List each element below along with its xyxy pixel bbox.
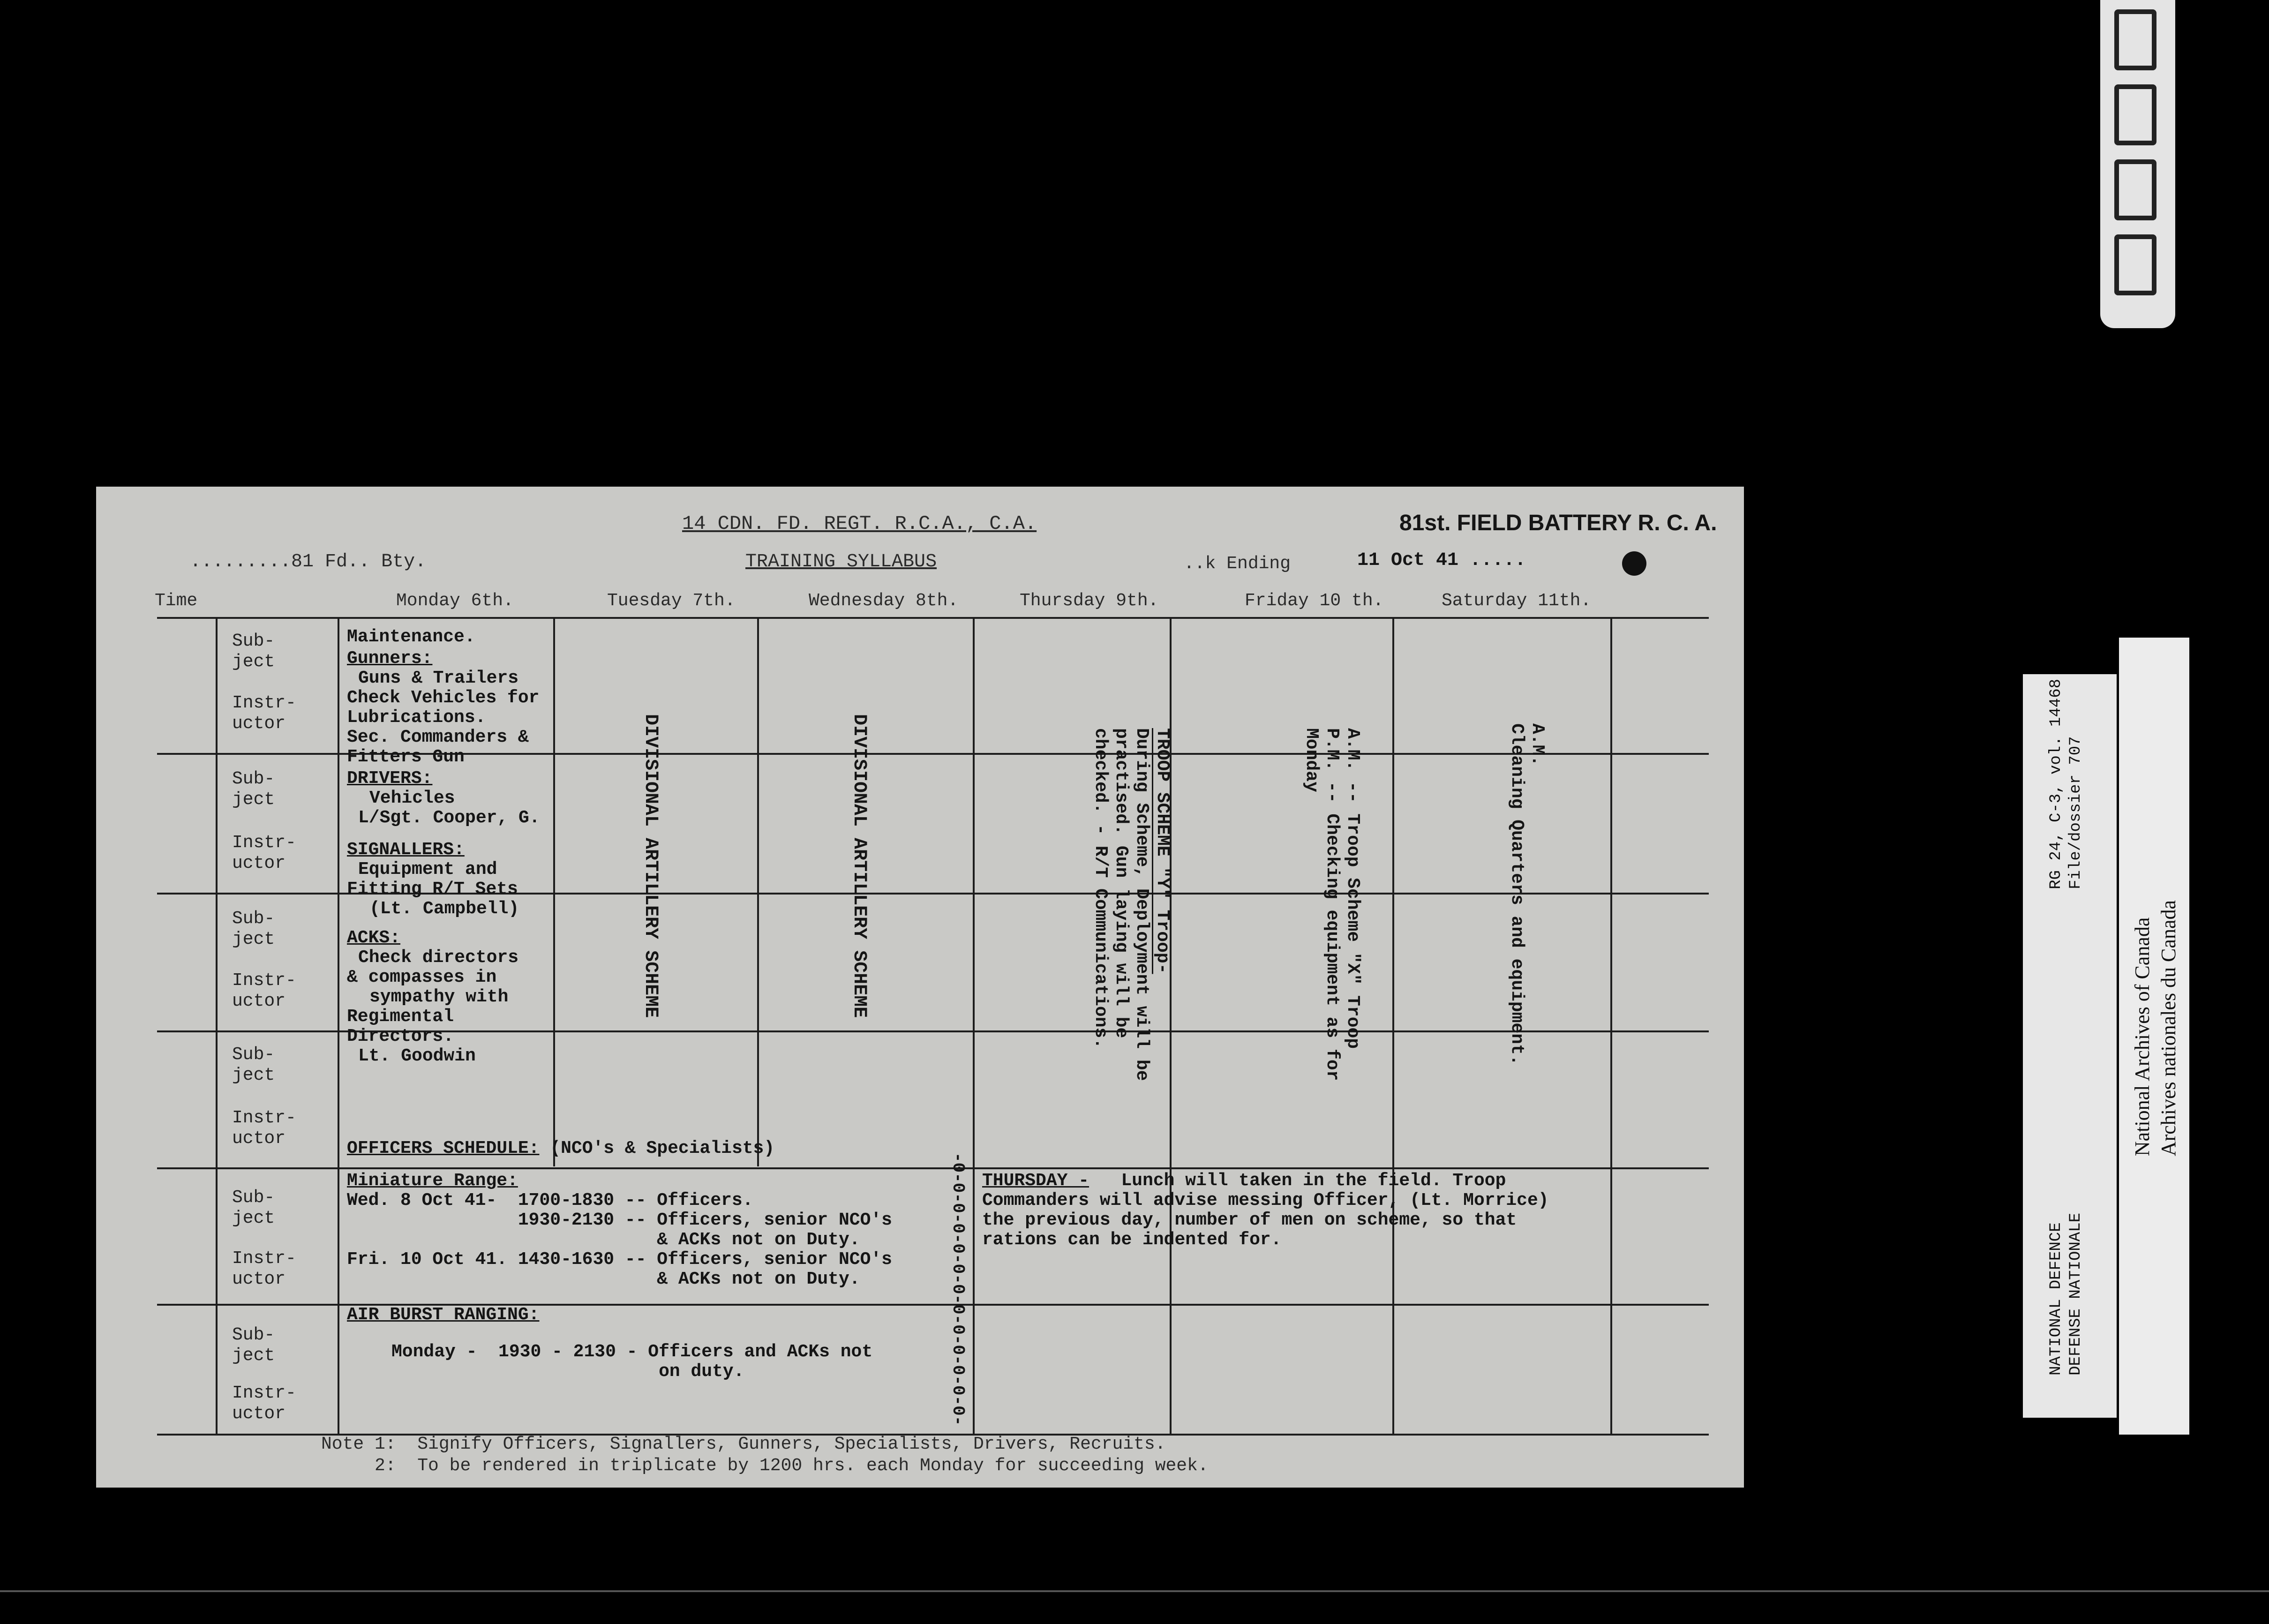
saturday-cleaning xyxy=(1506,723,1548,1066)
range-line: & ACKs not on Duty. xyxy=(347,1230,860,1250)
national-defence-stamp xyxy=(2023,674,2117,1418)
footnote: Note 1: Signify Officers, Signallers, Gunners, Specialists, Drivers, Recruits. xyxy=(321,1434,1166,1454)
defence-label xyxy=(2046,1213,2086,1376)
training-syllabus-sheet xyxy=(96,487,1744,1488)
gunners-line: Lubrications. xyxy=(347,707,486,728)
officers-heading-text: OFFICERS SCHEDULE: xyxy=(347,1138,540,1158)
battery-stamp: 81st. FIELD BATTERY R. C. A. xyxy=(1399,511,1717,535)
row-instructor-label: Instr- uctor xyxy=(232,1108,296,1149)
thursday-line: practised. Gun laying will be xyxy=(1111,728,1131,1038)
saturday-line: A.M. xyxy=(1527,723,1548,767)
row-subject-label: Sub- ject xyxy=(232,1188,275,1228)
gunners-line: Fitters Gun xyxy=(347,747,465,767)
defence-line: DEFENSE NATIONALE xyxy=(2067,1213,2085,1376)
row-subject-label: Sub- ject xyxy=(232,631,275,672)
grid-line xyxy=(757,618,759,1166)
air-burst-line: Monday - 1930 - 2130 - Officers and ACKs not xyxy=(391,1342,873,1362)
drivers-line: Vehicles xyxy=(369,788,455,808)
grid-line xyxy=(157,1167,1709,1169)
archives-label xyxy=(2129,900,2182,1156)
grid-line xyxy=(973,618,975,1434)
counter-digit xyxy=(2114,84,2156,145)
col-friday: Friday 10 th. xyxy=(1245,591,1384,611)
bty-line: .........81 Fd.. Bty. xyxy=(190,551,427,572)
grid-line xyxy=(157,617,1709,619)
col-monday: Monday 6th. xyxy=(396,591,514,611)
week-ending-label: ..k Ending xyxy=(1184,554,1291,574)
film-edge-line xyxy=(0,1590,2269,1592)
thursday-note-line: rations can be indented for. xyxy=(982,1230,1282,1250)
row-subject-label: Sub- ject xyxy=(232,1045,275,1085)
friday-troop-scheme xyxy=(1301,728,1363,1081)
acks-line: & compasses in xyxy=(347,967,497,987)
acks-line: Regimental xyxy=(347,1007,454,1027)
officers-schedule-heading xyxy=(347,1138,774,1158)
row-subject-label: Sub- ject xyxy=(232,769,275,810)
reference-line: RG 24, C-3, vol. 14468 xyxy=(2047,679,2065,889)
thursday-line: During Scheme, Deployment will be xyxy=(1132,728,1152,1081)
range-line: Wed. 8 Oct 41- 1700-1830 -- Officers. xyxy=(347,1190,753,1210)
punch-hole xyxy=(1622,551,1646,576)
acks-line: sympathy with xyxy=(369,987,509,1007)
drivers-heading: DRIVERS: xyxy=(347,768,433,789)
air-burst-line: on duty. xyxy=(391,1361,744,1382)
air-burst-block xyxy=(391,1342,872,1382)
row-instructor-label: Instr- uctor xyxy=(232,833,296,873)
grid-line xyxy=(338,618,339,1434)
counter-digit xyxy=(2114,9,2156,70)
document-title: TRAINING SYLLABUS xyxy=(745,551,937,572)
archives-line: Archives nationales du Canada xyxy=(2157,900,2180,1157)
footnotes xyxy=(321,1434,1209,1477)
reference-label xyxy=(2046,679,2086,889)
monday-maintenance: Maintenance. xyxy=(347,627,475,647)
archives-line: National Archives of Canada xyxy=(2131,917,2154,1157)
acks-line: Lt. Goodwin xyxy=(358,1046,476,1066)
thursday-line: checked. - R/T Communications. xyxy=(1090,728,1111,1049)
reference-line: File/dossier 707 xyxy=(2067,736,2085,889)
col-time: Time xyxy=(155,591,198,611)
gunners-line: Sec. Commanders & xyxy=(347,727,529,747)
miniature-range-block xyxy=(347,1171,892,1289)
grid-line xyxy=(1392,618,1394,1434)
friday-line: Monday xyxy=(1301,728,1322,792)
gunners-heading: Gunners: xyxy=(347,648,433,669)
thursday-note-line: the previous day, number of men on scheme, so that xyxy=(982,1210,1517,1230)
range-line: Fri. 10 Oct 41. 1430-1630 -- Officers, senior NCO's xyxy=(347,1249,892,1270)
row-subject-label: Sub- ject xyxy=(232,1325,275,1366)
friday-line: A.M. -- Troop Scheme "X" Troop xyxy=(1343,728,1363,1049)
grid-line xyxy=(216,618,218,1434)
dash-separator: -0-0-0-0-0-0-0-0-0-0-0-0-0- xyxy=(948,1152,968,1426)
col-thursday: Thursday 9th. xyxy=(1020,591,1159,611)
officers-heading-suffix: (NCO's & Specialists) xyxy=(550,1138,775,1158)
signallers-heading: SIGNALLERS: xyxy=(347,840,465,860)
thursday-note-line: Lunch will taken in the field. Troop xyxy=(1121,1171,1506,1191)
signallers-line: Fitting R/T Sets xyxy=(347,879,518,899)
monday-entries xyxy=(347,627,540,1066)
drivers-line: L/Sgt. Cooper, G. xyxy=(358,808,540,828)
signallers-line: Equipment and xyxy=(358,859,497,880)
wednesday-divisional-scheme: DIVISIONAL ARTILLERY SCHEME xyxy=(849,714,870,1018)
footnote: 2: To be rendered in triplicate by 1200 hrs. each Monday for succeeding week. xyxy=(321,1456,1209,1476)
acks-line: Directors. xyxy=(347,1026,454,1046)
acks-line: Check directors xyxy=(358,947,519,968)
range-line: & ACKs not on Duty. xyxy=(347,1269,860,1289)
acks-heading: ACKS: xyxy=(347,928,401,948)
col-saturday: Saturday 11th. xyxy=(1442,591,1592,611)
row-instructor-label: Instr- uctor xyxy=(232,1383,296,1424)
week-ending-value: 11 Oct 41 ..... xyxy=(1357,550,1526,571)
grid-line xyxy=(1610,618,1612,1434)
national-archives-stamp xyxy=(2119,638,2189,1435)
regiment-title: 14 CDN. FD. REGT. R.C.A., C.A. xyxy=(682,512,1037,535)
row-instructor-label: Instr- uctor xyxy=(232,970,296,1011)
gunners-line: Check Vehicles for xyxy=(347,688,540,708)
col-tuesday: Tuesday 7th. xyxy=(607,591,736,611)
range-heading: Miniature Range: xyxy=(347,1171,518,1191)
row-instructor-label: Instr- uctor xyxy=(232,1248,296,1289)
grid-line xyxy=(553,618,555,1166)
counter-digit xyxy=(2114,234,2156,295)
signallers-line: (Lt. Campbell) xyxy=(369,899,519,919)
gunners-line: Guns & Trailers xyxy=(358,668,519,688)
thursday-note-line: Commanders will advise messing Officer, (Lt. Morrice) xyxy=(982,1190,1549,1210)
air-burst-heading: AIR BURST RANGING: xyxy=(347,1305,540,1325)
friday-line: P.M. -- Checking equipment as for xyxy=(1322,728,1342,1081)
thursday-troop-scheme xyxy=(1090,728,1172,1081)
defence-line: NATIONAL DEFENCE xyxy=(2047,1222,2065,1376)
thursday-lunch-note xyxy=(982,1171,1549,1250)
thursday-note-heading: THURSDAY - xyxy=(982,1171,1089,1191)
tuesday-divisional-scheme: DIVISIONAL ARTILLERY SCHEME xyxy=(640,714,661,1018)
counter-digit xyxy=(2114,159,2156,220)
range-line: 1930-2130 -- Officers, senior NCO's xyxy=(347,1210,892,1230)
saturday-line: Cleaning Quarters and equipment. xyxy=(1507,723,1527,1066)
col-wednesday: Wednesday 8th. xyxy=(809,591,959,611)
row-subject-label: Sub- ject xyxy=(232,909,275,949)
thursday-line: TROOP SCHEME "Y" Troop- xyxy=(1152,728,1172,974)
row-instructor-label: Instr- uctor xyxy=(232,693,296,734)
